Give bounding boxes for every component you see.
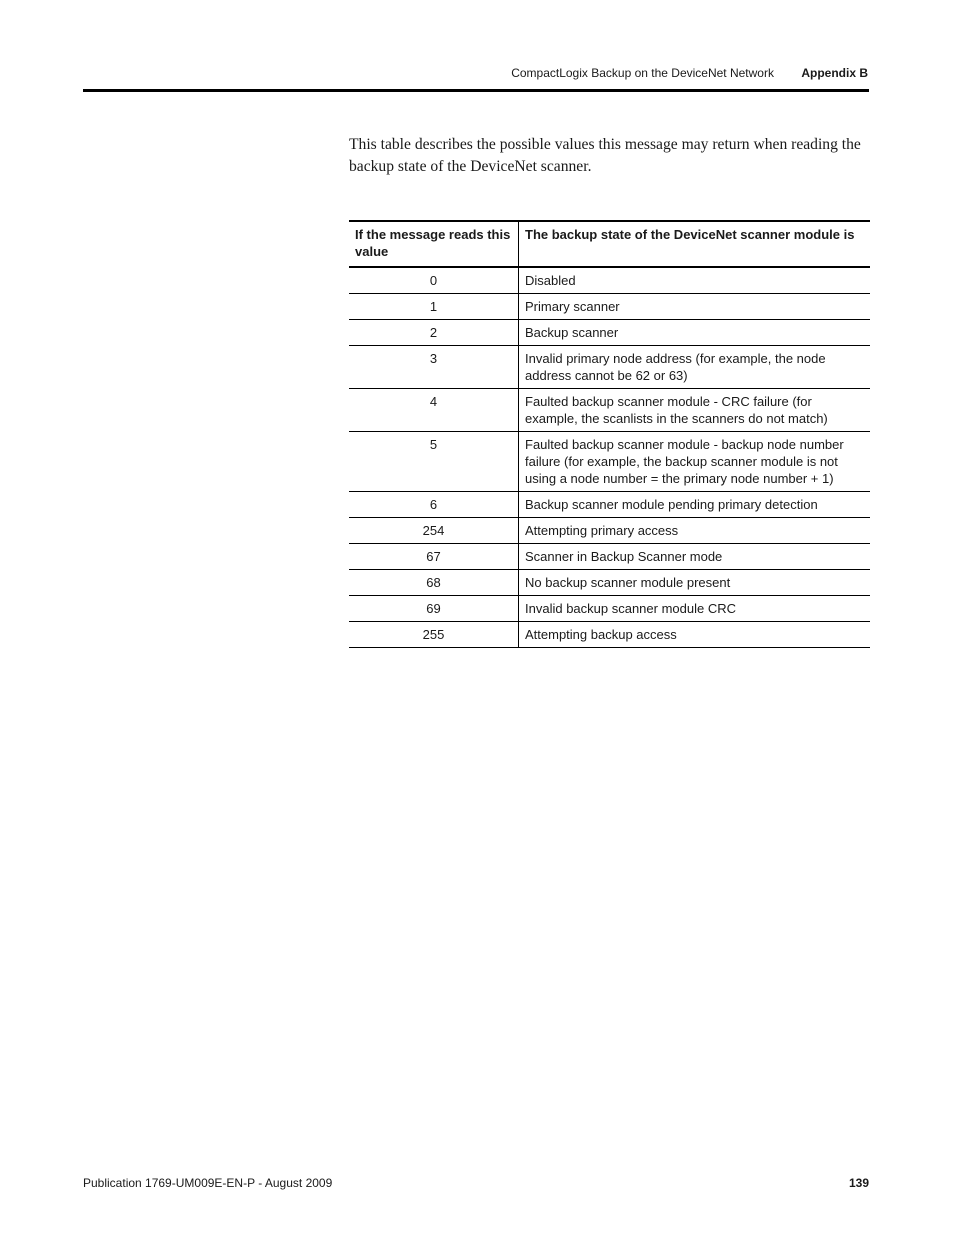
table-row — [349, 432, 870, 492]
row-value: 67 — [349, 544, 519, 570]
row-value: 68 — [349, 570, 519, 596]
header-rule — [83, 89, 869, 92]
row-value: 3 — [349, 346, 519, 389]
row-value: 254 — [349, 518, 519, 544]
table-row — [349, 492, 870, 518]
table-row — [349, 320, 870, 346]
row-state: Scanner in Backup Scanner mode — [519, 544, 871, 570]
table-row — [349, 267, 870, 294]
column-header-value: If the message reads this value — [349, 221, 519, 267]
backup-state-table — [349, 220, 870, 648]
table-row — [349, 544, 870, 570]
row-state: Primary scanner — [519, 294, 871, 320]
page-footer — [83, 1176, 869, 1190]
publication-info: Publication 1769-UM009E-EN-P - August 2009 — [83, 1176, 333, 1190]
row-state: Invalid primary node address (for example, the node address cannot be 62 or 63) — [519, 346, 871, 389]
row-value: 1 — [349, 294, 519, 320]
row-state: Attempting primary access — [519, 518, 871, 544]
row-state: Invalid backup scanner module CRC — [519, 596, 871, 622]
table-body — [349, 267, 870, 648]
appendix-label: Appendix B — [801, 66, 868, 80]
row-value: 5 — [349, 432, 519, 492]
running-header — [511, 66, 868, 80]
row-value: 4 — [349, 389, 519, 432]
table-header-row — [349, 221, 870, 267]
row-state: Faulted backup scanner module - backup node number failure (for example, the backup scanner module is not using a node number = the primary node number + 1) — [519, 432, 871, 492]
row-state: Backup scanner — [519, 320, 871, 346]
table-row — [349, 294, 870, 320]
row-state: Faulted backup scanner module - CRC failure (for example, the scanlists in the scanners do not match) — [519, 389, 871, 432]
table-row — [349, 622, 870, 648]
page-number: 139 — [848, 1176, 869, 1190]
column-header-state: The backup state of the DeviceNet scanner module is — [519, 221, 871, 267]
row-state: No backup scanner module present — [519, 570, 871, 596]
table-row — [349, 346, 870, 389]
row-state: Backup scanner module pending primary detection — [519, 492, 871, 518]
row-value: 69 — [349, 596, 519, 622]
chapter-title: CompactLogix Backup on the DeviceNet Network — [511, 66, 774, 80]
table-row — [349, 389, 870, 432]
intro-paragraph: This table describes the possible values this message may return when reading the backup state of the DeviceNet scanner. — [349, 136, 861, 175]
row-state: Attempting backup access — [519, 622, 871, 648]
row-value: 255 — [349, 622, 519, 648]
row-value: 0 — [349, 267, 519, 294]
row-value: 2 — [349, 320, 519, 346]
row-state: Disabled — [519, 267, 871, 294]
table-row — [349, 570, 870, 596]
table-row — [349, 518, 870, 544]
table-row — [349, 596, 870, 622]
row-value: 6 — [349, 492, 519, 518]
